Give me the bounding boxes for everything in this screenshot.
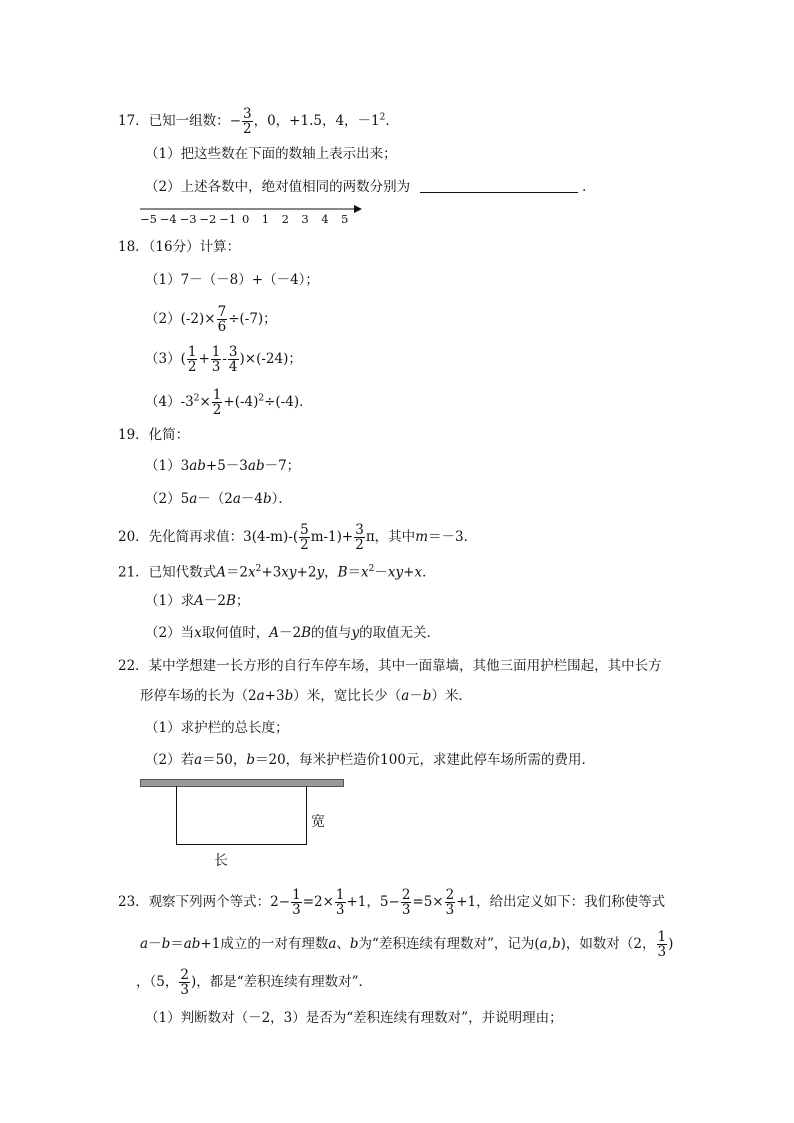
q17-stem: 17．已知一组数：− $\frac{3}{2}$ ，0，+1.5，4，$-1^2$． (118, 106, 399, 137)
width-label: 宽 (311, 814, 325, 830)
number-line-label: −5 (140, 212, 157, 226)
q22-part2: （2）若a＝50，b＝20，每米护栏造价100元，求建此停车场所需的费用． (145, 752, 595, 768)
q19-part1: （1）3ab+5－3ab－7； (145, 458, 301, 474)
q17-part1: （1）把这些数在下面的数轴上表示出来； (145, 146, 397, 162)
q18-part1: （1）7－（－8）+（－4）； (145, 272, 319, 288)
number-line-label: 2 (281, 212, 289, 226)
fraction: $\frac{1}{3}$ (335, 887, 345, 918)
number-line-label: −1 (219, 212, 237, 226)
q22-part1: （1）求护栏的总长度； (145, 720, 289, 736)
fraction: $\frac{1}{2}$ (212, 387, 222, 418)
q21-part2: （2）当x取何值时，A－2B的值与y的取值无关． (145, 625, 441, 641)
q21-part1: （1）求A－2B； (145, 593, 250, 609)
number-line-label: 5 (341, 212, 349, 226)
q21-stem: 21．已知代数式$A=2x^2+3xy+2y$，$B=x^2-xy+x$． (118, 564, 436, 581)
fraction: $\frac{2}{3}$ (401, 887, 411, 918)
q19-title: 19．化简： (118, 427, 190, 443)
fraction: $\frac{1}{2}$ (187, 344, 197, 375)
q19-part2: （2）5a－（2a－4b）． (145, 491, 292, 507)
fraction: $\frac{1}{3}$ (211, 344, 221, 375)
number-line-label: 1 (261, 212, 270, 226)
fraction: $\frac{3}{2}$ (243, 106, 252, 137)
number-line-label: 0 (242, 212, 250, 226)
answer-blank[interactable] (420, 178, 578, 193)
q23-line2: a－b＝ab+1成立的一对有理数a、b为“差积连续有理数对”，记为(a,b)，如数对（2， $\frac{1}{3}$ ) (140, 929, 674, 960)
q18-part2: （2）(-2)× $\frac{7}{6}$ ÷(-7)； (145, 304, 277, 335)
q18-part4: $(4)-3^2\times$ $\frac{1}{2}$ $+(-4)^2\div(-4)$． (145, 387, 313, 418)
parking-rectangle (176, 786, 307, 845)
length-label: 长 (214, 853, 228, 869)
fraction: $\frac{2}{3}$ (445, 887, 455, 918)
number-line-label: −3 (179, 212, 197, 226)
fraction: $\frac{1}{3}$ (292, 887, 301, 918)
fraction: $\frac{1}{3}$ (657, 929, 667, 960)
q22-line1: 22．某中学想建一长方形的自行车停车场，其中一面靠墙，其他三面用护栏围起，其中长方 (118, 658, 662, 674)
q23-line1: 23．观察下列两个等式：2− $\frac{1}{3}$ =2× $\frac{1}{3}$ +1，5− $\frac{2}{3}$ =5× $\frac{2}{3}$ +1，给出定义如下：我们称使等式 (118, 887, 666, 918)
number-line-label: 3 (301, 212, 309, 226)
fraction: $\frac{3}{2}$ (355, 522, 364, 553)
fraction: $\frac{2}{3}$ (180, 967, 189, 998)
q23-part1: （1）判断数对（－2，3）是否为“差积连续有理数对”，并说明理由； (145, 1010, 563, 1026)
q17-part2: （2）上述各数中，绝对值相同的两数分别为 ． (145, 179, 596, 195)
q20-stem: 20．先化简再求值：3(4-m)-( $\frac{5}{2}$ m-1)+ $\frac{3}{2}$ π，其中m＝－3． (118, 522, 478, 553)
fraction: $\frac{7}{6}$ (217, 304, 227, 335)
fraction: $\frac{3}{4}$ (228, 344, 238, 375)
number-line-label: −2 (199, 212, 217, 226)
q18-title: 18．（16分）计算： (118, 239, 241, 255)
q18-part3: （3）( $\frac{1}{2}$ + $\frac{1}{3}$ - $\frac{3}{4}$ )×(-24)； (145, 344, 302, 375)
number-line-label: −4 (159, 212, 177, 226)
q22-line2: 形停车场的长为（2a+3b）米，宽比长少（a－b）米． (140, 688, 472, 704)
fraction: $\frac{5}{2}$ (300, 522, 309, 553)
q23-line3: ，（5， $\frac{2}{3}$ )，都是“差积连续有理数对”． (136, 967, 373, 998)
number-line-label: 4 (321, 212, 329, 226)
